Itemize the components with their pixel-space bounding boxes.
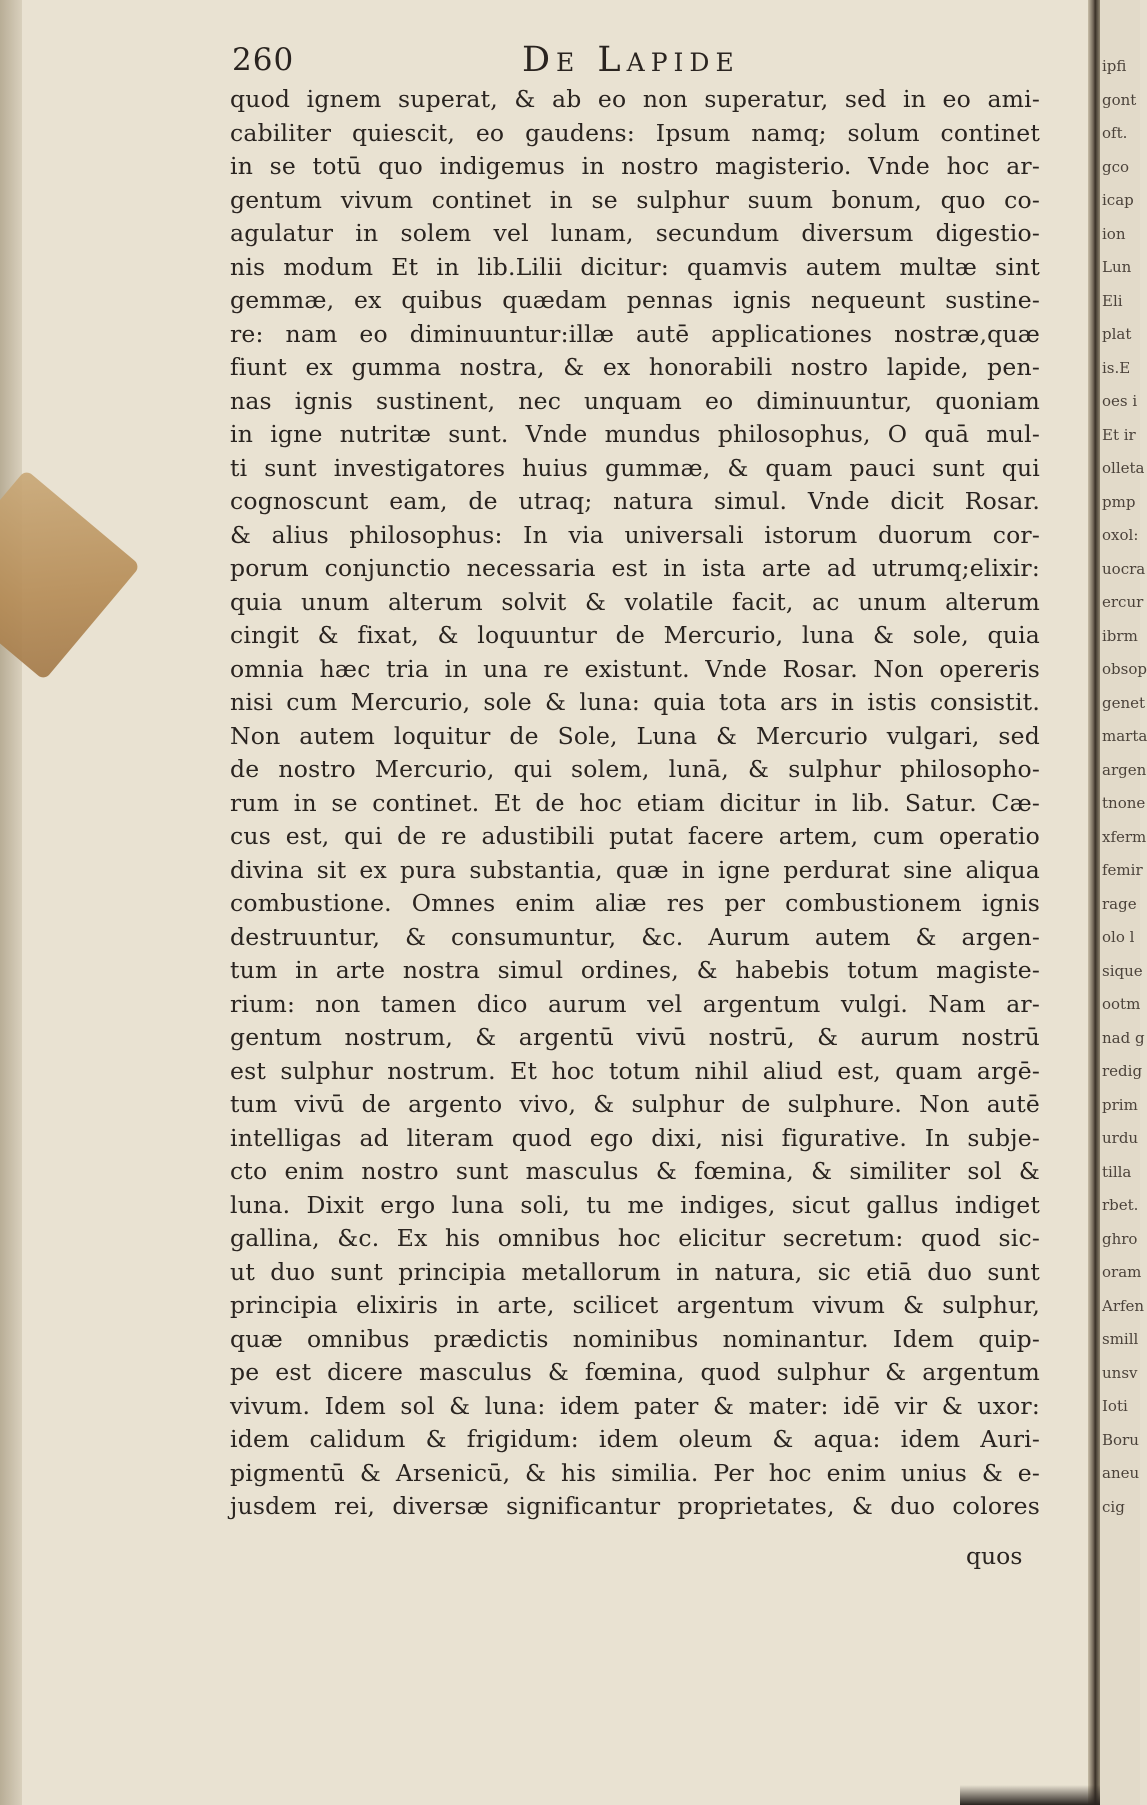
facing-page-fragment: is.E xyxy=(1102,358,1131,377)
text-line: nisi cum Mercurio, sole & luna: quia tota ars in istis consistit. xyxy=(230,688,1040,716)
facing-page-fragment: femir xyxy=(1102,861,1143,879)
facing-page-fragment: cig xyxy=(1102,1497,1125,1516)
facing-page-fragment: urdu xyxy=(1102,1129,1139,1147)
text-line: quod ignem superat, & ab eo non superatur, sed in eo ami- xyxy=(230,85,1040,113)
body-text xyxy=(230,83,1040,1524)
facing-page-fragment: Ioti xyxy=(1102,1397,1128,1415)
text-line: cognoscunt eam, de utraq; natura simul. Vnde dicit Rosar. xyxy=(230,487,1040,515)
facing-page-edge xyxy=(1100,0,1147,1805)
text-line: in se totū quo indigemus in nostro magisterio. Vnde hoc ar- xyxy=(230,152,1040,180)
text-line: cingit & fixat, & loquuntur de Mercurio, luna & sole, quia xyxy=(230,621,1040,649)
facing-page-fragment: ion xyxy=(1102,224,1126,243)
page-number: 260 xyxy=(232,42,295,78)
text-line: nis modum Et in lib.Lilii dicitur: quamvis autem multæ sint xyxy=(230,252,1040,281)
text-line: combustione. Omnes enim aliæ res per combustionem ignis xyxy=(230,889,1040,917)
facing-page-fragment: pmp xyxy=(1102,492,1136,511)
facing-page-fragments xyxy=(1100,50,1147,1524)
facing-page-fragment: gco xyxy=(1102,157,1130,176)
text-line: de nostro Mercurio, qui solem, lunā, & sulphur philosopho- xyxy=(230,755,1040,783)
facing-page-fragment: oxol: xyxy=(1102,526,1139,544)
facing-page-fragment: rage xyxy=(1102,894,1137,913)
facing-page-fragment: redig xyxy=(1102,1062,1143,1080)
facing-page-fragment: olo l xyxy=(1102,928,1135,946)
text-line: re: nam eo diminuuntur:illæ autē applicationes nostræ,quæ xyxy=(230,319,1040,348)
facing-page-fragment: Arfen xyxy=(1102,1296,1145,1315)
text-line: vivum. Idem sol & luna: idem pater & mater: idē vir & uxor: xyxy=(230,1391,1040,1420)
facing-page-fragment: plat xyxy=(1102,325,1132,343)
text-line: tum vivū de argento vivo, & sulphur de sulphure. Non autē xyxy=(230,1090,1040,1118)
facing-page-fragment: marta xyxy=(1102,727,1147,745)
facing-page-fragment: Et ir xyxy=(1102,425,1136,444)
facing-page-fragment: ghro xyxy=(1102,1229,1138,1248)
catchword: quos xyxy=(966,1542,1023,1570)
text-line: quæ omnibus prædictis nominibus nominantur. Idem quip- xyxy=(230,1324,1040,1353)
text-line: gemmæ, ex quibus quædam pennas ignis nequeunt sustine- xyxy=(230,286,1040,314)
text-line: intelligas ad literam quod ego dixi, nisi figurative. In subje- xyxy=(230,1123,1040,1152)
text-line: agulatur in solem vel lunam, secundum diversum digestio- xyxy=(230,219,1040,247)
facing-page-fragment: Eli xyxy=(1102,291,1123,310)
facing-page-fragment: nad g xyxy=(1102,1028,1145,1047)
text-line: Non autem loquitur de Sole, Luna & Mercurio vulgari, sed xyxy=(230,721,1040,750)
text-line: ut duo sunt principia metallorum in natura, sic etiā duo sunt xyxy=(230,1257,1040,1286)
text-line: divina sit ex pura substantia, quæ in igne perdurat sine aliqua xyxy=(230,855,1040,884)
text-line: pe est dicere masculus & fœmina, quod sulphur & argentum xyxy=(230,1358,1040,1386)
text-line: fiunt ex gumma nostra, & ex honorabili nostro lapide, pen- xyxy=(230,353,1040,381)
text-line: gallina, &c. Ex his omnibus hoc elicitur secretum: quod sic- xyxy=(230,1224,1040,1252)
facing-page-fragment: tnone xyxy=(1102,794,1146,812)
facing-page-fragment: tilla xyxy=(1102,1162,1132,1181)
facing-page-fragment: Lun xyxy=(1102,258,1132,276)
facing-page-fragment: oram xyxy=(1102,1263,1142,1281)
text-line: quia unum alterum solvit & volatile facit, ac unum alterum xyxy=(230,587,1040,616)
book-gutter xyxy=(1088,0,1100,1805)
page-header xyxy=(232,40,1032,80)
text-line: gentum vivum continet in se sulphur suum bonum, quo co- xyxy=(230,185,1040,214)
text-line: gentum nostrum, & argentū vivū nostrū, & aurum nostrū xyxy=(230,1023,1040,1051)
text-line: jusdem rei, diversæ significantur proprietates, & duo colores xyxy=(230,1492,1040,1520)
text-line: nas ignis sustinent, nec unquam eo diminuuntur, quoniam xyxy=(230,386,1040,415)
facing-page-fragment: Boru xyxy=(1102,1430,1139,1449)
facing-page-fragment: prim xyxy=(1102,1095,1138,1114)
facing-page-fragment: ootm xyxy=(1102,995,1141,1013)
text-line: luna. Dixit ergo luna soli, tu me indiges, sicut gallus indiget xyxy=(230,1190,1040,1219)
text-line: in igne nutritæ sunt. Vnde mundus philosophus, O quā mul- xyxy=(230,420,1040,448)
bottom-shadow xyxy=(960,1785,1100,1805)
facing-page-fragment: gont xyxy=(1102,90,1137,109)
facing-page-fragment: sique xyxy=(1102,961,1143,980)
text-line: cus est, qui de re adustibili putat facere artem, cum operatio xyxy=(230,822,1040,850)
text-line: cabiliter quiescit, eo gaudens: Ipsum namq; solum continet xyxy=(230,118,1040,147)
text-line: omnia hæc tria in una re existunt. Vnde Rosar. Non opereris xyxy=(230,654,1040,683)
text-line: ti sunt investigatores huius gummæ, & quam pauci sunt qui xyxy=(230,453,1040,482)
text-line: destruuntur, & consumuntur, &c. Aurum autem & argen- xyxy=(230,922,1040,951)
facing-page-fragment: smill xyxy=(1102,1330,1139,1348)
text-line: cto enim nostro sunt masculus & fœmina, & similiter sol & xyxy=(230,1157,1040,1185)
text-line: & alius philosophus: In via universali istorum duorum cor- xyxy=(230,520,1040,549)
text-line: idem calidum & frigidum: idem oleum & aqua: idem Auri- xyxy=(230,1425,1040,1453)
facing-page-fragment: ipfi xyxy=(1102,57,1127,75)
facing-page-fragment: aneu xyxy=(1102,1464,1140,1482)
running-head: De Lapide xyxy=(522,40,740,80)
text-line: porum conjunctio necessaria est in ista arte ad utrumq;elixir: xyxy=(230,554,1040,582)
facing-page-fragment: icap xyxy=(1102,191,1134,209)
facing-page-fragment: unsv xyxy=(1102,1363,1138,1382)
paper-bookmark-strip xyxy=(0,469,141,680)
facing-page-fragment: argen xyxy=(1102,760,1147,779)
facing-page-fragment: ercur xyxy=(1102,593,1144,611)
facing-page-fragment: oes i xyxy=(1102,392,1138,410)
text-line: est sulphur nostrum. Et hoc totum nihil aliud est, quam argē- xyxy=(230,1056,1040,1085)
facing-page-fragment: xferm xyxy=(1102,827,1147,846)
page-left-edge xyxy=(0,0,22,1805)
facing-page-fragment: ibrm xyxy=(1102,626,1138,645)
facing-page-fragment: olleta xyxy=(1102,459,1145,477)
facing-page-fragment: genet xyxy=(1102,693,1146,712)
facing-page-fragment: oft. xyxy=(1102,124,1128,142)
facing-page-fragment: obsop xyxy=(1102,660,1147,678)
text-line: principia elixiris in arte, scilicet argentum vivum & sulphur, xyxy=(230,1291,1040,1319)
text-line: tum in arte nostra simul ordines, & habebis totum magiste- xyxy=(230,956,1040,984)
text-line: rum in se continet. Et de hoc etiam dicitur in lib. Satur. Cæ- xyxy=(230,788,1040,817)
text-line: rium: non tamen dico aurum vel argentum vulgi. Nam ar- xyxy=(230,989,1040,1018)
facing-page-fragment: rbet. xyxy=(1102,1196,1139,1214)
text-line: pigmentū & Arsenicū, & his similia. Per hoc enim unius & e- xyxy=(230,1458,1040,1487)
facing-page-fragment: uocra xyxy=(1102,559,1146,578)
